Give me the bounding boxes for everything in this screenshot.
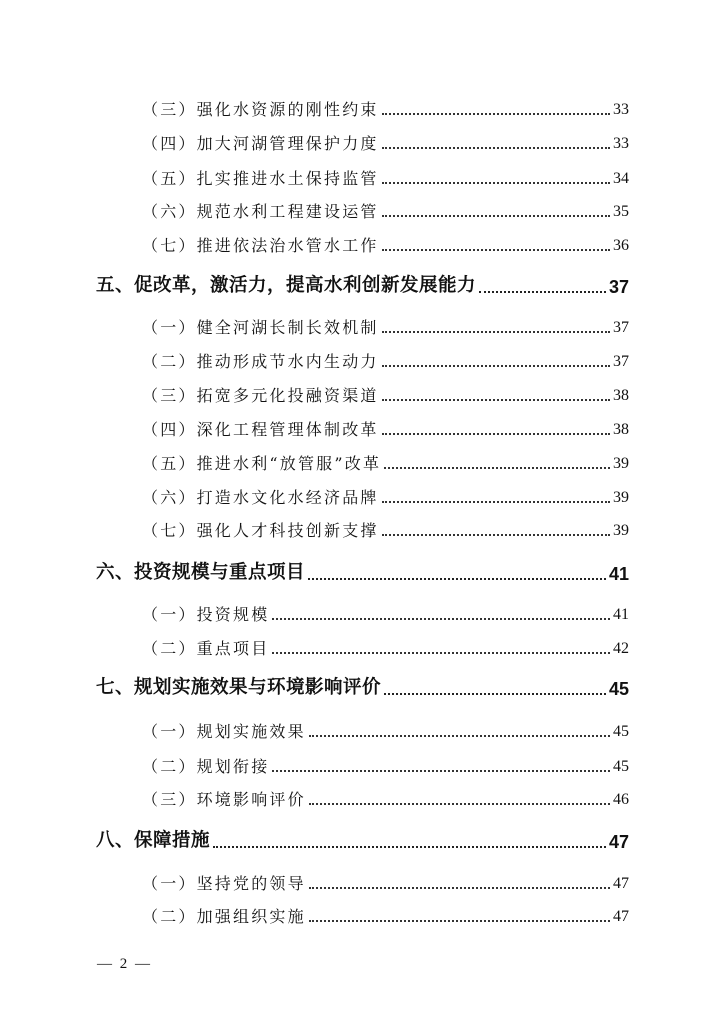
toc-entry-title: （七）强化人才科技创新支撑 (142, 521, 379, 540)
dot-leader (309, 803, 610, 805)
dot-leader (382, 249, 610, 251)
toc-section-entry[interactable] (142, 759, 629, 775)
toc-entry-page: 47 (608, 831, 629, 852)
toc-entry-title: （三）环境影响评价 (142, 790, 306, 809)
toc-entry-title: 八、保障措施 (96, 830, 211, 851)
toc-entry-page: 39 (613, 489, 629, 506)
toc-entry-page: 38 (613, 387, 629, 404)
toc-entry-page: 39 (613, 455, 629, 472)
toc-section-entry[interactable] (142, 354, 629, 370)
toc-entry-page: 47 (613, 875, 629, 892)
toc-entry-page: 46 (613, 791, 629, 808)
toc-entry-page: 47 (613, 908, 629, 925)
toc-entry-page: 37 (608, 276, 629, 297)
toc-section-entry[interactable] (142, 456, 629, 472)
toc-entry-title: （一）坚持党的领导 (142, 874, 306, 893)
dot-leader (272, 652, 610, 654)
toc-entry-page: 45 (613, 758, 629, 775)
dot-leader (382, 113, 610, 115)
toc-entry-page: 45 (608, 678, 629, 699)
toc-entry-title: 六、投资规模与重点项目 (96, 562, 306, 583)
toc-entry-page: 35 (613, 203, 629, 220)
toc-entry-page: 36 (613, 237, 629, 254)
toc-section-entry[interactable] (142, 388, 629, 404)
toc-chapter-entry[interactable] (96, 832, 629, 851)
dot-leader (382, 534, 610, 536)
toc-entry-title: （一）投资规模 (142, 605, 270, 624)
toc-section-entry[interactable] (142, 204, 629, 220)
dot-leader (382, 182, 610, 184)
toc-entry-title: （五）扎实推进水土保持监管 (142, 169, 379, 188)
toc-entry-page: 39 (613, 522, 629, 539)
toc-section-entry[interactable] (142, 136, 629, 152)
toc-entry-title: （六）打造水文化水经济品牌 (142, 488, 379, 507)
toc-section-entry[interactable] (142, 171, 629, 187)
dot-leader (309, 735, 610, 737)
toc-entry-title: （二）规划衔接 (142, 757, 270, 776)
dot-leader (308, 578, 606, 580)
toc-section-entry[interactable] (142, 523, 629, 539)
dot-leader (272, 618, 610, 620)
dot-leader (384, 693, 606, 695)
toc-section-entry[interactable] (142, 641, 629, 657)
toc-section-entry[interactable] (142, 876, 629, 892)
toc-entry-title: （一）规划实施效果 (142, 722, 306, 741)
toc-section-entry[interactable] (142, 607, 629, 623)
dot-leader (384, 467, 610, 469)
toc-entry-page: 33 (613, 101, 629, 118)
toc-entry-title: （六）规范水利工程建设运管 (142, 202, 379, 221)
dot-leader (272, 770, 610, 772)
dot-leader (479, 291, 606, 293)
toc-entry-title: （四）加大河湖管理保护力度 (142, 134, 379, 153)
toc-entry-page: 38 (613, 421, 629, 438)
toc-entry-page: 37 (613, 319, 629, 336)
toc-entry-title: （二）推动形成节水内生动力 (142, 352, 379, 371)
toc-entry-title: （五）推进水利“放管服”改革 (142, 454, 382, 473)
toc-entry-title: （四）深化工程管理体制改革 (142, 420, 379, 439)
toc-entry-page: 42 (613, 640, 629, 657)
dot-leader (382, 399, 610, 401)
dot-leader (382, 215, 610, 217)
toc-entry-page: 45 (613, 723, 629, 740)
toc-section-entry[interactable] (142, 792, 629, 808)
toc-section-entry[interactable] (142, 490, 629, 506)
toc-entry-title: 七、规划实施效果与环境影响评价 (96, 677, 382, 698)
toc-entry-title: （二）加强组织实施 (142, 907, 306, 926)
dot-leader (382, 433, 610, 435)
dot-leader (382, 365, 610, 367)
toc-entry-title: （七）推进依法治水管水工作 (142, 236, 379, 255)
dot-leader (382, 147, 610, 149)
toc-section-entry[interactable] (142, 724, 629, 740)
toc-entry-page: 41 (613, 606, 629, 623)
toc-entry-page: 33 (613, 135, 629, 152)
dot-leader (309, 920, 610, 922)
toc-entry-page: 34 (613, 170, 629, 187)
dot-leader (382, 331, 610, 333)
toc-chapter-entry[interactable] (96, 564, 629, 583)
toc-chapter-entry[interactable] (96, 679, 629, 698)
toc-chapter-entry[interactable] (96, 277, 629, 296)
toc-section-entry[interactable] (142, 320, 629, 336)
toc-entry-title: （一）健全河湖长制长效机制 (142, 318, 379, 337)
dot-leader (382, 501, 610, 503)
toc-section-entry[interactable] (142, 422, 629, 438)
toc-entry-page: 41 (608, 563, 629, 584)
toc-entry-title: （二）重点项目 (142, 639, 270, 658)
toc-entry-title: （三）拓宽多元化投融资渠道 (142, 386, 379, 405)
page-number: — 2 — (97, 956, 152, 972)
toc-section-entry[interactable] (142, 102, 629, 118)
toc-entry-title: 五、促改革，激活力，提高水利创新发展能力 (96, 275, 477, 296)
dot-leader (213, 846, 606, 848)
toc-entry-page: 37 (613, 353, 629, 370)
toc-section-entry[interactable] (142, 238, 629, 254)
toc-entry-title: （三）强化水资源的刚性约束 (142, 100, 379, 119)
toc-section-entry[interactable] (142, 909, 629, 925)
dot-leader (309, 887, 610, 889)
